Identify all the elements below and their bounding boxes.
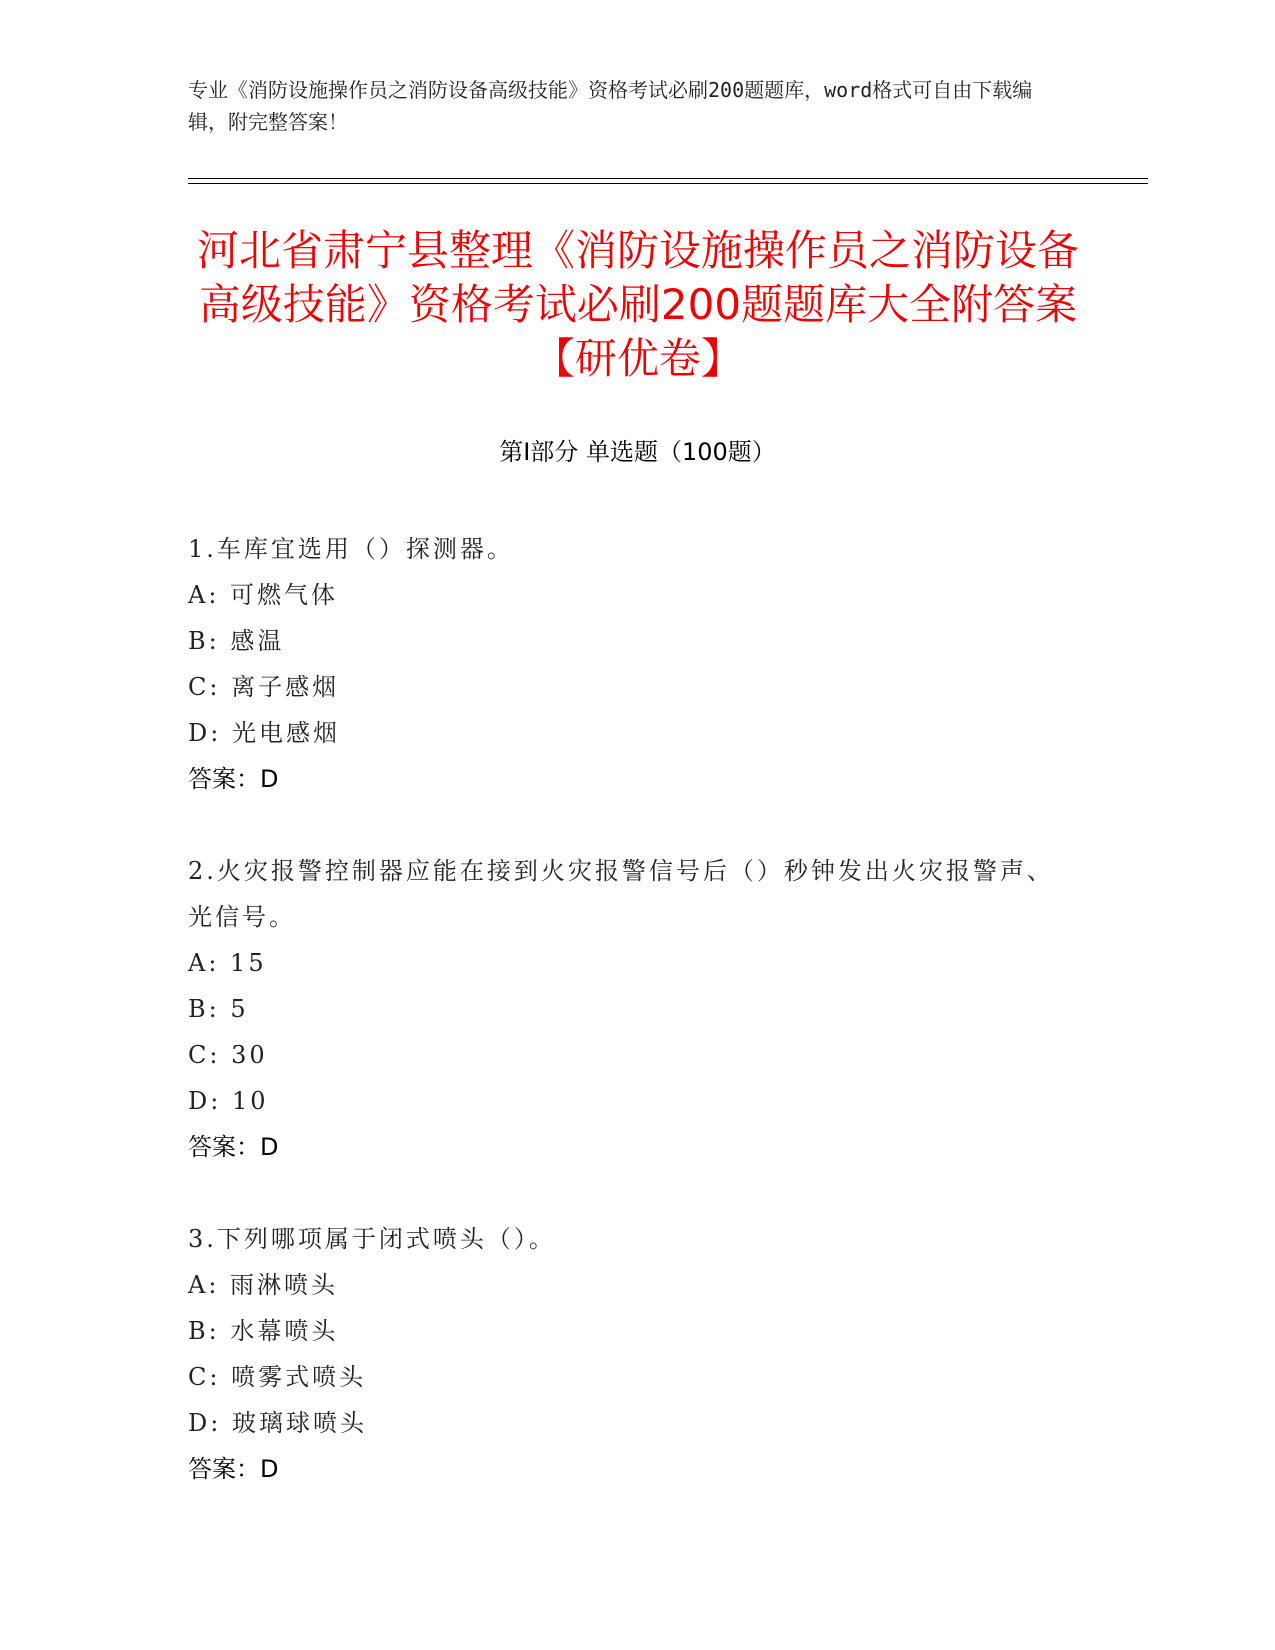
option-d: D: 10: [188, 1087, 269, 1115]
option-c: C: 喷雾式喷头: [188, 1363, 367, 1391]
section-heading: 第Ⅰ部分 单选题（100题）: [499, 438, 776, 466]
question-stem: 1.车库宜选用（）探测器。: [188, 535, 514, 563]
answer: 答案：D: [188, 1133, 279, 1161]
answer: 答案：D: [188, 765, 279, 793]
option-a: A: 可燃气体: [188, 581, 339, 609]
option-d: D: 玻璃球喷头: [188, 1409, 367, 1437]
question-1: [188, 526, 1068, 802]
option-a: A: 15: [188, 949, 267, 977]
option-d: D: 光电感烟: [188, 719, 340, 747]
answer: 答案：D: [188, 1455, 279, 1483]
header-note: 专业《消防设施操作员之消防设备高级技能》资格考试必刷200题题库，word格式可自由下载编辑，附完整答案！: [188, 78, 1033, 134]
option-c: C: 30: [188, 1041, 268, 1069]
question-2: [188, 848, 1068, 1170]
option-c: C: 离子感烟: [188, 673, 340, 701]
option-a: A: 雨淋喷头: [188, 1271, 339, 1299]
question-stem: 3.下列哪项属于闭式喷头（）。: [188, 1225, 556, 1253]
header-rule-top: [188, 178, 1148, 179]
option-b: B: 5: [188, 995, 249, 1023]
option-b: B: 感温: [188, 627, 285, 655]
document-title: 河北省肃宁县整理《消防设施操作员之消防设备高级技能》资格考试必刷200题题库大全附答案【研优卷】: [196, 226, 1079, 383]
question-list: [188, 526, 1068, 1538]
question-stem: 2.火灾报警控制器应能在接到火灾报警信号后（）秒钟发出火灾报警声、光信号。: [188, 857, 1054, 931]
question-3: [188, 1216, 1068, 1492]
option-b: B: 水幕喷头: [188, 1317, 339, 1345]
header-rule-bottom: [188, 183, 1148, 184]
